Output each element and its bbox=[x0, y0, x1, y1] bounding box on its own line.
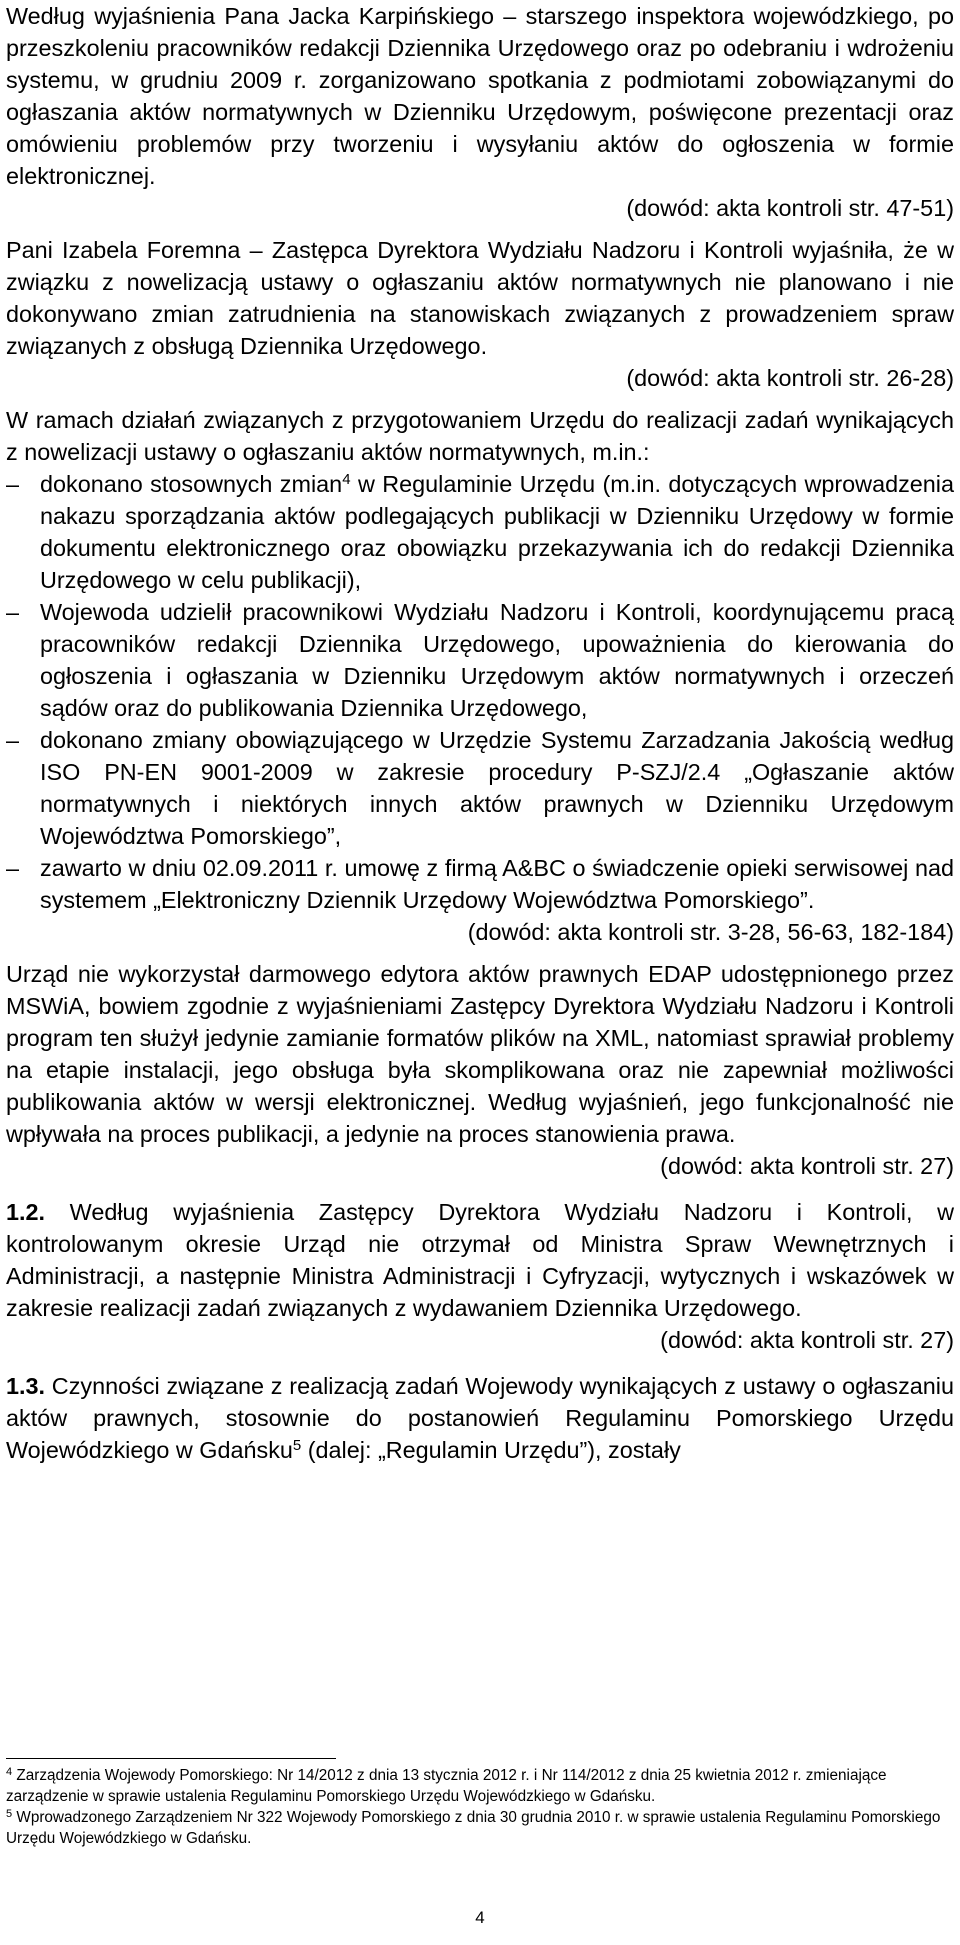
paragraph-foremna: Pani Izabela Foremna – Zastępca Dyrektora Wydziału Nadzoru i Kontroli wyjaśniła, że w związku z nowelizacją ustawy o ogłaszaniu aktów normatywnych nie planowano i nie dokonywano zmian zatrudnienia na stanowiskach związanych z prowadzeniem spraw związanych z obsługą Dziennika Urzędowego. bbox=[6, 237, 954, 359]
paragraph-actions-intro: W ramach działań związanych z przygotowaniem Urzędu do realizacji zadań wynikających z nowelizacji ustawy o ogłaszaniu aktów normatywnych, m.in.: bbox=[6, 407, 954, 465]
section-number: 1.2. bbox=[6, 1199, 46, 1225]
evidence-reference: (dowód: akta kontroli str. 26-28) bbox=[626, 365, 954, 391]
list-item: – dokonano stosownych zmian$^4$ w Regulaminie Urzędu (m.in. dotyczących wprowadzenia nakazu sporządzania aktów podlegających publikacji w Dzienniku Urzędowy w formie dokumentu elektronicznego oraz obowiązku przekazywania ich do redakcji Dziennika Urzędowego w celu publikacji), bbox=[6, 468, 954, 596]
section-1-3: 1.3. Czynności związane z realizacją zadań Wojewody wynikających z ustawy o ogłaszaniu aktów prawnych, stosownie do postanowień Regulaminu Pomorskiego Urzędu Wojewódzkiego w Gdańsku$^5$ (dalej: „Regulamin Urzędu”), zostały bbox=[6, 1373, 954, 1463]
evidence-reference: (dowód: akta kontroli str. 3-28, 56-63, 182-184) bbox=[467, 919, 954, 945]
footnotes bbox=[6, 1758, 954, 1849]
dash-marker: – bbox=[6, 727, 20, 753]
section-number: 1.3. bbox=[6, 1373, 46, 1399]
footnote-ref: 4 bbox=[342, 471, 351, 488]
section-1-2: 1.2. Według wyjaśnienia Zastępcy Dyrektora Wydziału Nadzoru i Kontroli, w kontrolowanym okresie Urząd nie otrzymał od Ministra Spraw Wewnętrznych i Administracji, a następnie Ministra Administracji i Cyfryzacji, wytycznych i wskazówek w zakresie realizacji zadań związanych z wydawaniem Dziennika Urzędowego. bbox=[6, 1199, 954, 1321]
list-item: – Wojewoda udzielił pracownikowi Wydziału Nadzoru i Kontroli, koordynującemu pracą pracowników redakcji Dziennika Urzędowego, upoważnienia do kierowania do ogłoszenia i ogłaszania w Dzienniku Urzędowym aktów normatywnych i orzeczeń sądów oraz do publikowania Dziennika Urzędowego, bbox=[6, 596, 954, 724]
actions-list bbox=[6, 468, 954, 916]
document-body bbox=[6, 0, 954, 1466]
dash-marker: – bbox=[6, 855, 20, 881]
evidence-reference: (dowód: akta kontroli str. 47-51) bbox=[626, 195, 954, 221]
footnote-ref: 5 bbox=[292, 1437, 302, 1454]
footnote-separator bbox=[6, 1758, 336, 1759]
dash-marker: – bbox=[6, 471, 20, 497]
footnote-4: $^4$ Zarządzenia Wojewody Pomorskiego: Nr 14/2012 z dnia 13 stycznia 2012 r. i Nr 114/2012 z dnia 25 kwietnia 2012 r. zmieniające zarządzenie w sprawie ustalenia Regulaminu Pomorskiego Urzędu Wojewódzkiego w Gdańsku. bbox=[6, 1766, 887, 1805]
paragraph-edap: Urząd nie wykorzystał darmowego edytora aktów prawnych EDAP udostępnionego przez MSWiA, bowiem zgodnie z wyjaśnieniami Zastępcy Dyrektora Wydziału Nadzoru i Kontroli program ten służył jedynie zamianie formatów plików na XML, natomiast sprawiał problemy na etapie instalacji, jego obsługa była skomplikowana oraz nie zapewniał możliwości publikowania aktów w wersji elektronicznej. Według wyjaśnień, jego funkcjonalność nie wpływała na proces publikacji, a jedynie na proces stanowienia prawa. bbox=[6, 961, 954, 1147]
paragraph-karpinski: Według wyjaśnienia Pana Jacka Karpińskiego – starszego inspektora wojewódzkiego, po przeszkoleniu pracowników redakcji Dziennika Urzędowego oraz po odebraniu i wdrożeniu systemu, w grudniu 2009 r. zorganizowano spotkania z podmiotami zobowiązanymi do ogłaszania aktów normatywnych w Dzienniku Urzędowym, poświęcone prezentacji oraz omówieniu problemów przy tworzeniu i wysyłaniu aktów do ogłoszenia w formie elektronicznej. bbox=[6, 3, 954, 189]
evidence-reference: (dowód: akta kontroli str. 27) bbox=[660, 1327, 954, 1353]
dash-marker: – bbox=[6, 599, 20, 625]
list-item: – zawarto w dniu 02.09.2011 r. umowę z firmą A&BC o świadczenie opieki serwisowej nad systemem „Elektroniczny Dziennik Urzędowy Województwa Pomorskiego”. bbox=[6, 852, 954, 916]
evidence-reference: (dowód: akta kontroli str. 27) bbox=[660, 1153, 954, 1179]
page-number: 4 bbox=[475, 1908, 485, 1927]
list-item: – dokonano zmiany obowiązującego w Urzędzie Systemu Zarzadzania Jakością według ISO PN-EN 9001-2009 w zakresie procedury P-SZJ/2.4 „Ogłaszanie aktów normatywnych i niektórych innych aktów prawnych w Dzienniku Urzędowym Województwa Pomorskiego”, bbox=[6, 724, 954, 852]
footnote-5: $^5$ Wprowadzonego Zarządzeniem Nr 322 Wojewody Pomorskiego z dnia 30 grudnia 2010 r. w sprawie ustalenia Regulaminu Pomorskiego Urzędu Wojewódzkiego w Gdańsku. bbox=[6, 1808, 941, 1847]
